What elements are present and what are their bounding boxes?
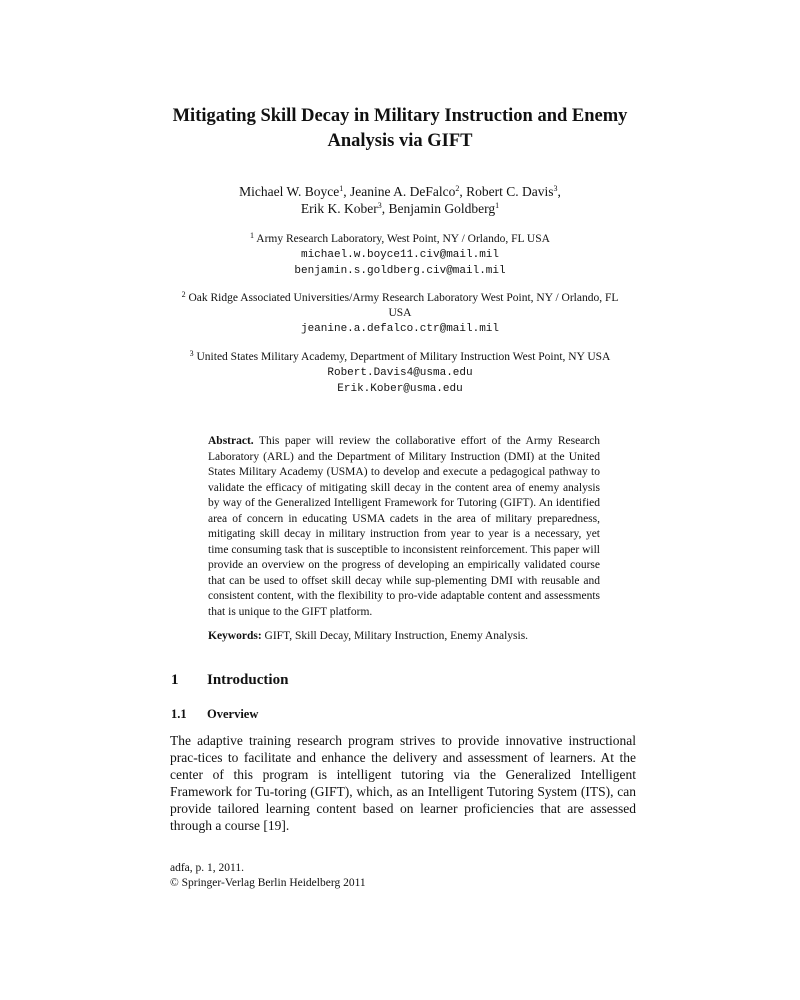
section-number: 1 bbox=[171, 672, 179, 688]
author-list bbox=[150, 183, 650, 217]
author-name: Jeanine A. DeFalco bbox=[350, 184, 456, 199]
affiliation-1 bbox=[150, 232, 650, 279]
subsection-heading bbox=[171, 706, 258, 722]
affiliation-number: 1 bbox=[250, 231, 255, 240]
affiliation-number: 2 bbox=[181, 290, 186, 299]
author-affiliation-mark: 3 bbox=[553, 184, 558, 193]
title-line-2: Analysis via GIFT bbox=[327, 131, 473, 151]
author-name: Robert C. Davis bbox=[466, 184, 554, 199]
email-address: benjamin.s.goldberg.civ@mail.mil bbox=[294, 265, 506, 277]
author-affiliation-mark: 1 bbox=[339, 184, 344, 193]
affiliation-text: Army Research Laboratory, West Point, NY / Orlando, FL USA bbox=[256, 233, 550, 245]
paper-title bbox=[120, 104, 680, 154]
abstract bbox=[208, 434, 600, 620]
email-address: Robert.Davis4@usma.edu bbox=[327, 367, 473, 379]
email-address: michael.w.boyce11.civ@mail.mil bbox=[300, 249, 500, 261]
keywords bbox=[208, 629, 600, 644]
footer-citation: adfa, p. 1, 2011. bbox=[170, 862, 244, 874]
author-name: Erik K. Kober bbox=[300, 201, 378, 216]
abstract-label: Abstract. bbox=[208, 435, 254, 447]
title-line-1: Mitigating Skill Decay in Military Instruction and Enemy bbox=[172, 106, 628, 126]
email-address: Erik.Kober@usma.edu bbox=[337, 383, 463, 395]
authors-line-1: Michael W. Boyce$^1$, Jeanine A. DeFalco$^2$, Robert C. Davis$^3$, bbox=[239, 184, 561, 199]
affiliation-text: United States Military Academy, Department of Military Instruction West Point, NY USA bbox=[196, 351, 611, 363]
section-heading bbox=[171, 670, 288, 690]
copyright-footer bbox=[170, 861, 366, 891]
affiliation-number: 3 bbox=[189, 349, 194, 358]
subsection-title: Overview bbox=[207, 707, 259, 721]
keywords-text: GIFT, Skill Decay, Military Instruction, Enemy Analysis. bbox=[264, 630, 529, 642]
affiliation-text: Oak Ridge Associated Universities/Army Research Laboratory West Point, NY / Orlando, FL bbox=[188, 292, 619, 304]
section-title: Introduction bbox=[207, 672, 289, 688]
author-name: Michael W. Boyce bbox=[239, 184, 340, 199]
footer-copyright: © Springer-Verlag Berlin Heidelberg 2011 bbox=[170, 877, 366, 889]
body-paragraph: The adaptive training research program strives to provide innovative instructional prac-tices to facilitate and enhance the delivery and assessment of learners. At the center of this program is intelligent tutoring via the Generalized Intelligent Framework for Tu-toring (GIFT), which, as an Intelligent Tutoring System (ITS), can provide tailored learning content based on learner proficiencies that are assessed through a course [19]. bbox=[170, 733, 636, 833]
affiliation-2 bbox=[140, 291, 660, 337]
author-affiliation-mark: 2 bbox=[455, 184, 460, 193]
affiliation-text-continued: USA bbox=[388, 307, 412, 319]
author-affiliation-mark: 1 bbox=[495, 201, 500, 210]
author-name: Benjamin Goldberg bbox=[388, 201, 496, 216]
email-address: jeanine.a.defalco.ctr@mail.mil bbox=[300, 323, 500, 335]
authors-line-2: Erik K. Kober$^3$, Benjamin Goldberg$^1$ bbox=[300, 201, 500, 216]
abstract-text: This paper will review the collaborative effort of the Army Research Laboratory (ARL) and the Department of Military Instruction (DMI) at the United States Military Academy (USMA) to develop and execute a pedagogical pathway to validate the efficacy of mitigating skill decay in the content area of enemy analysis by way of the Generalized Intelligent Framework for Tutoring (GIFT). An identified area of concern in educating USMA cadets in the area of military preparedness, mitigating skill decay in military instruction from year to year is a necessary, yet time consuming task that is susceptible to inconsistent reinforcement. This paper will provide an overview on the progress of developing an empirically validated course that can be used to offset skill decay while sup-plementing DMI with reusable and consistent content, with the flexibility to pro-vide adaptable content and assessments that is unique to the GIFT platform. bbox=[208, 435, 600, 618]
affiliation-3 bbox=[140, 350, 660, 397]
author-affiliation-mark: 3 bbox=[377, 201, 382, 210]
keywords-label: Keywords: bbox=[208, 630, 262, 642]
subsection-number: 1.1 bbox=[171, 707, 187, 721]
